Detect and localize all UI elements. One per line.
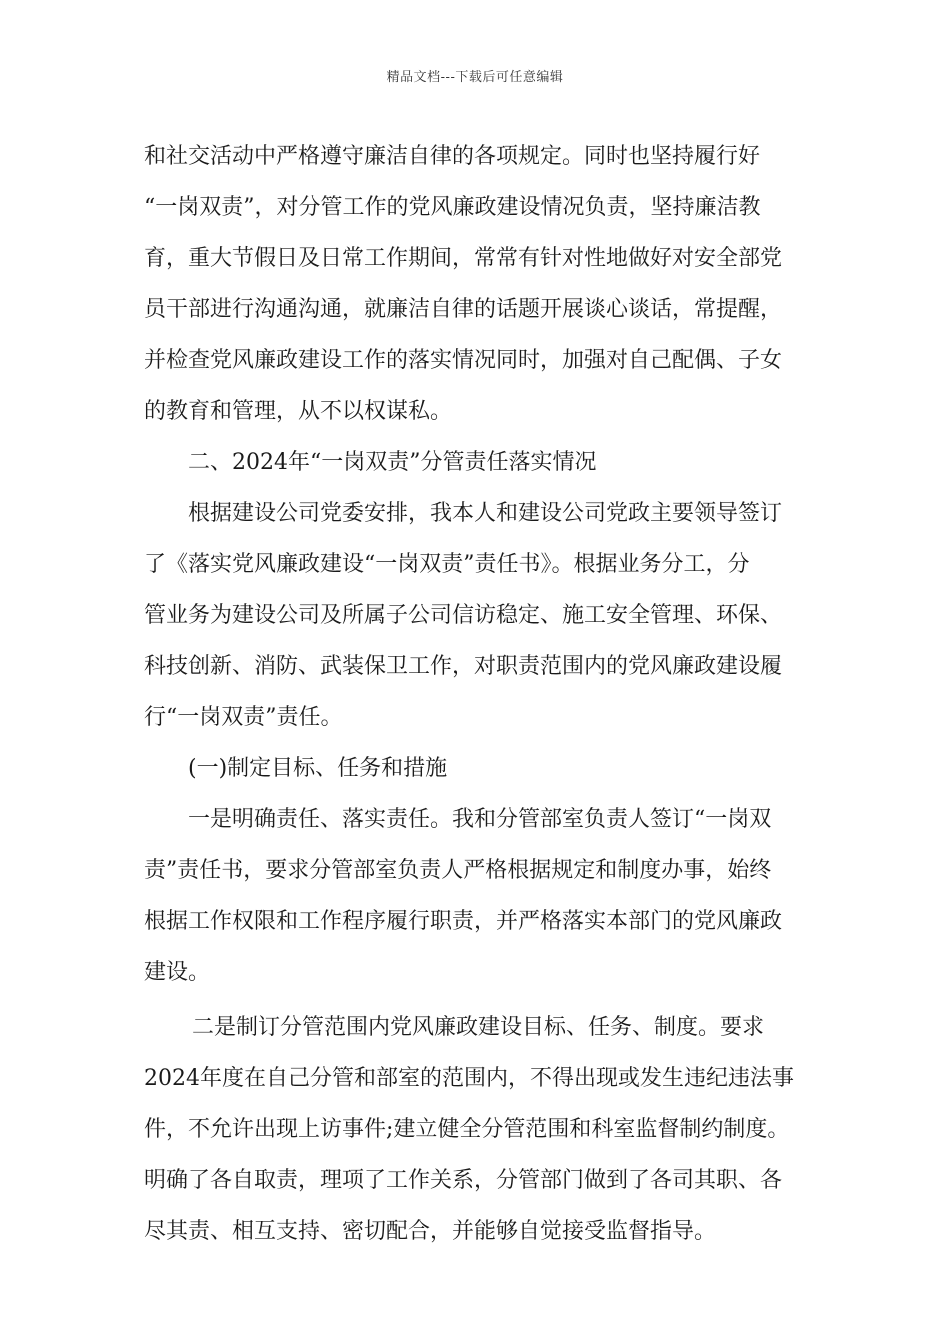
page-header: 精品文档---下载后可任意编辑: [386, 70, 564, 85]
paragraph-line: 件，不允许出现上访事件;建立健全分管范围和科室监督制约制度。: [144, 1117, 790, 1142]
paragraph-line: 2024年度在自己分管和部室的范围内，不得出现或发生违纪违法事: [144, 1066, 794, 1091]
document-body: [144, 131, 808, 1257]
paragraph-line: 管业务为建设公司及所属子公司信访稳定、施工安全管理、环保、: [144, 603, 783, 628]
paragraph-line: 二是制订分管范围内党风廉政建设目标、任务、制度。要求: [192, 1015, 765, 1040]
paragraph-line: 了《落实党风廉政建设“一岗双责”责任书》。根据业务分工，分: [144, 552, 750, 577]
paragraph-line: 根据建设公司党委安排，我本人和建设公司党政主要领导签订: [188, 501, 783, 526]
paragraph-line: 一是明确责任、落实责任。我和分管部室负责人签订“一岗双: [188, 807, 772, 832]
paragraph-line: 并检查党风廉政建设工作的落实情况同时，加强对自己配偶、子女: [144, 348, 783, 373]
subsection-heading: (一)制定目标、任务和措施: [188, 756, 448, 781]
paragraph-line: 和社交活动中严格遵守廉洁自律的各项规定。同时也坚持履行好: [144, 144, 761, 169]
paragraph-line: 建设。: [144, 960, 211, 985]
paragraph-line: 根据工作权限和工作程序履行职责，并严格落实本部门的党风廉政: [144, 909, 783, 934]
paragraph-line: 科技创新、消防、武装保卫工作，对职责范围内的党风廉政建设履: [144, 654, 783, 679]
paragraph-line: “一岗双责”，对分管工作的党风廉政建设情况负责，坚持廉洁教: [144, 195, 761, 220]
section-heading: 二、2024年“一岗双责”分管责任落实情况: [188, 450, 597, 475]
paragraph-line: 育，重大节假日及日常工作期间，常常有针对性地做好对安全部党: [144, 246, 783, 271]
paragraph-line: 责”责任书，要求分管部室负责人严格根据规定和制度办事，始终: [144, 858, 772, 883]
paragraph-line: 员干部进行沟通沟通，就廉洁自律的话题开展谈心谈话，常提醒，: [144, 297, 783, 322]
paragraph-line: 行“一岗双责”责任。: [144, 705, 343, 730]
paragraph-line: 明确了各自取责，理项了工作关系，分管部门做到了各司其职、各: [144, 1168, 783, 1193]
paragraph-line: 尽其责、相互支持、密切配合，并能够自觉接受监督指导。: [144, 1219, 717, 1244]
paragraph-line: 的教育和管理，从不以权谋私。: [144, 399, 453, 424]
